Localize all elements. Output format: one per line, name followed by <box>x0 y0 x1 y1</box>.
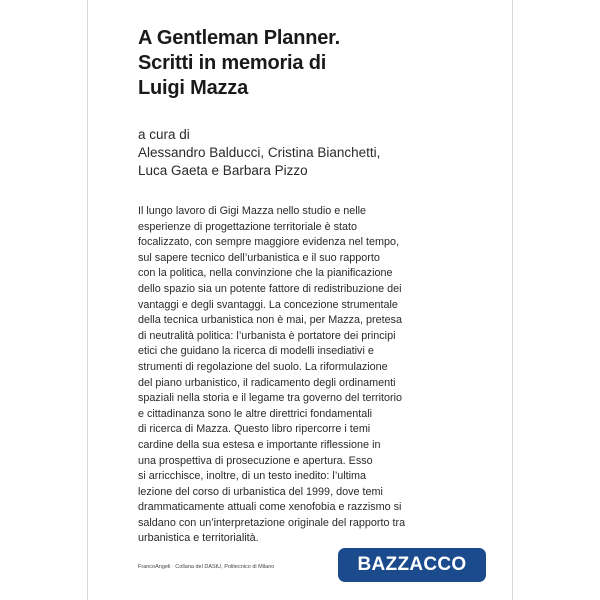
bazzacco-logo-badge[interactable]: BAZZACCO <box>338 548 486 582</box>
book-title-line: A Gentleman Planner. <box>138 27 340 49</box>
description-line: cardine della sua estesa e importante riflessione in <box>138 438 381 451</box>
description-line: lezione del corso di urbanistica del 1999, dove temi <box>138 485 383 498</box>
description-line: focalizzato, con sempre maggiore evidenza nel tempo, <box>138 236 400 249</box>
editors-line: a cura di <box>138 127 190 142</box>
book-back-cover <box>87 0 513 600</box>
description-line: esperienze di progettazione territoriale è stato <box>138 220 358 233</box>
description-line: del piano urbanistico, il radicamento degli ordinamenti <box>138 376 396 389</box>
description-line: urbanistica e territorialità. <box>138 532 259 545</box>
description-line: drammaticamente attuali come xenofobia e razzismo si <box>138 501 402 514</box>
book-description <box>138 204 478 547</box>
description-line: si arricchisce, inoltre, di un testo inedito: l’ultima <box>138 470 367 483</box>
description-line: strumenti di regolazione del suolo. La riformulazione <box>138 360 388 373</box>
description-line: di neutralità politica: l’urbanista è portatore dei principi <box>138 329 396 342</box>
description-line: dello spazio sia un potente fattore di redistribuzione dei <box>138 282 402 295</box>
description-line: vantaggi e degli svantaggi. La concezione strumentale <box>138 298 398 311</box>
description-line: una prospettiva di prosecuzione e apertura. Esso <box>138 454 373 467</box>
book-title-line: Luigi Mazza <box>138 77 249 99</box>
description-line: sul sapere tecnico dell’urbanistica e il suo rapporto <box>138 251 380 264</box>
book-editors <box>138 126 488 180</box>
description-line: della tecnica urbanistica non è mai, per Mazza, pretesa <box>138 314 403 327</box>
editors-line: Alessandro Balducci, Cristina Bianchetti, <box>138 145 381 160</box>
description-line: e cittadinanza sono le altre direttrici fondamentali <box>138 407 373 420</box>
description-line: saldano con un’interpretazione originale del rapporto tra <box>138 516 406 529</box>
description-line: con la politica, nella convinzione che la pianificazione <box>138 267 393 280</box>
book-title-line: Scritti in memoria di <box>138 52 327 74</box>
publisher-footer: FrancoAngeli · Collana del DAStU, Politecnico di Milano <box>138 564 275 570</box>
description-line: etici che guidano la ricerca di modelli insediativi e <box>138 345 374 358</box>
description-line: di ricerca di Mazza. Questo libro ripercorre i temi <box>138 423 371 436</box>
book-title <box>138 26 478 101</box>
description-line: Il lungo lavoro di Gigi Mazza nello studio e nelle <box>138 205 367 217</box>
description-line: spaziali nella storia e il legame tra governo del territorio <box>138 392 403 405</box>
editors-line: Luca Gaeta e Barbara Pizzo <box>138 163 308 178</box>
